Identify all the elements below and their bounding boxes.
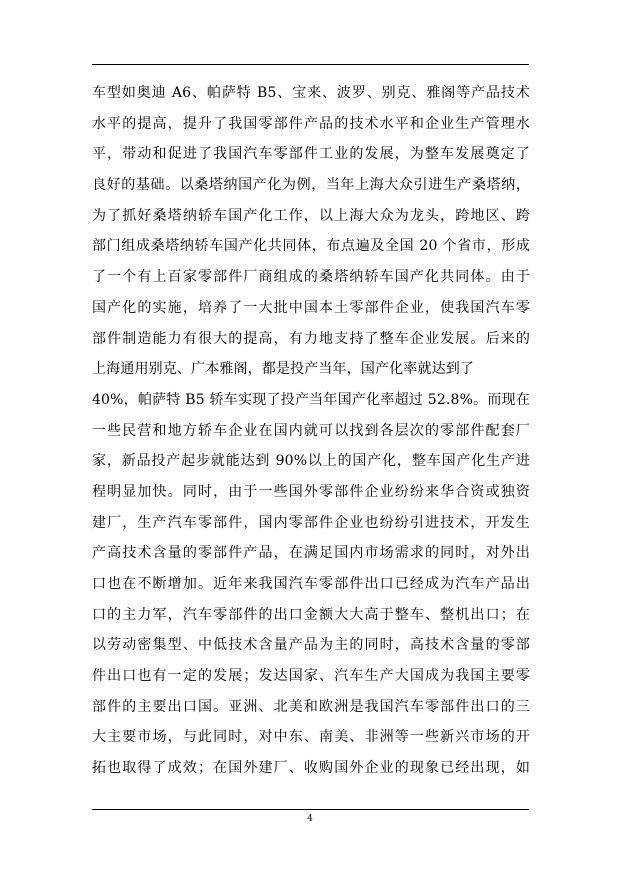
text-line: 建厂，生产汽车零部件，国内零部件企业也纷纷引进技术，开发生 [92, 514, 530, 531]
text-line: 产高技术含量的零部件产品，在满足国内市场需求的同时，对外出 [92, 545, 530, 562]
text-line: 部门组成桑塔纳轿车国产化共同体，布点遍及全国 20 个省市，形成 [92, 238, 530, 255]
text-line: 一些民营和地方轿车企业在国内就可以找到各层次的零部件配套厂 [92, 422, 530, 439]
text-line: 口的主力军，汽车零部件的出口金额大大高于整车、整机出口；在 [92, 606, 530, 623]
text-line: 件出口也有一定的发展；发达国家、汽车生产大国成为我国主要零 [92, 668, 530, 685]
page-number: 4 [307, 814, 313, 824]
text-line: 水平的提高，提升了我国零部件产品的技术水平和企业生产管理水 [92, 115, 530, 132]
text-line: 部件的主要出口国。亚洲、北美和欧洲是我国汽车零部件出口的三 [92, 698, 530, 715]
text-line: 以劳动密集型、中低技术含量产品为主的同时，高技术含量的零部 [92, 637, 530, 654]
text-line: 国产化的实施，培养了一大批中国本土零部件企业，使我国汽车零 [92, 299, 530, 316]
text-line: 为了抓好桑塔纳轿车国产化工作，以上海大众为龙头，跨地区、跨 [92, 207, 530, 224]
text-line: 良好的基础。以桑塔纳国产化为例，当年上海大众引进生产桑塔纳， [92, 177, 530, 194]
footer-rule [92, 809, 529, 810]
text-line: 程明显加快。同时，由于一些国外零部件企业纷纷来华合资或独资 [92, 483, 530, 500]
body-text [92, 78, 530, 784]
text-line: 家，新品投产起步就能达到 90%以上的国产化，整车国产化生产进 [92, 453, 530, 470]
text-line: 拓也取得了成效；在国外建厂、收购国外企业的现象已经出现，如 [92, 760, 530, 777]
text-line: 部件制造能力有很大的提高，有力地支持了整车企业发展。后来的 [92, 330, 530, 347]
header-rule [92, 64, 529, 65]
text-line: 了一个有上百家零部件厂商组成的桑塔纳轿车国产化共同体。由于 [92, 269, 530, 286]
text-line: 40%，帕萨特 B5 轿车实现了投产当年国产化率超过 52.8%。而现在 [92, 391, 530, 408]
text-line: 车型如奥迪 A6、帕萨特 B5、宝来、波罗、别克、雅阁等产品技术 [92, 85, 530, 101]
text-line: 口也在不断增加。近年来我国汽车零部件出口已经成为汽车产品出 [92, 576, 530, 592]
text-line: 平，带动和促进了我国汽车零部件工业的发展，为整车发展奠定了 [92, 146, 530, 163]
text-line: 上海通用别克、广本雅阁，都是投产当年，国产化率就达到了 [92, 361, 475, 378]
text-line: 大主要市场，与此同时，对中东、南美、非洲等一些新兴市场的开 [92, 729, 530, 746]
